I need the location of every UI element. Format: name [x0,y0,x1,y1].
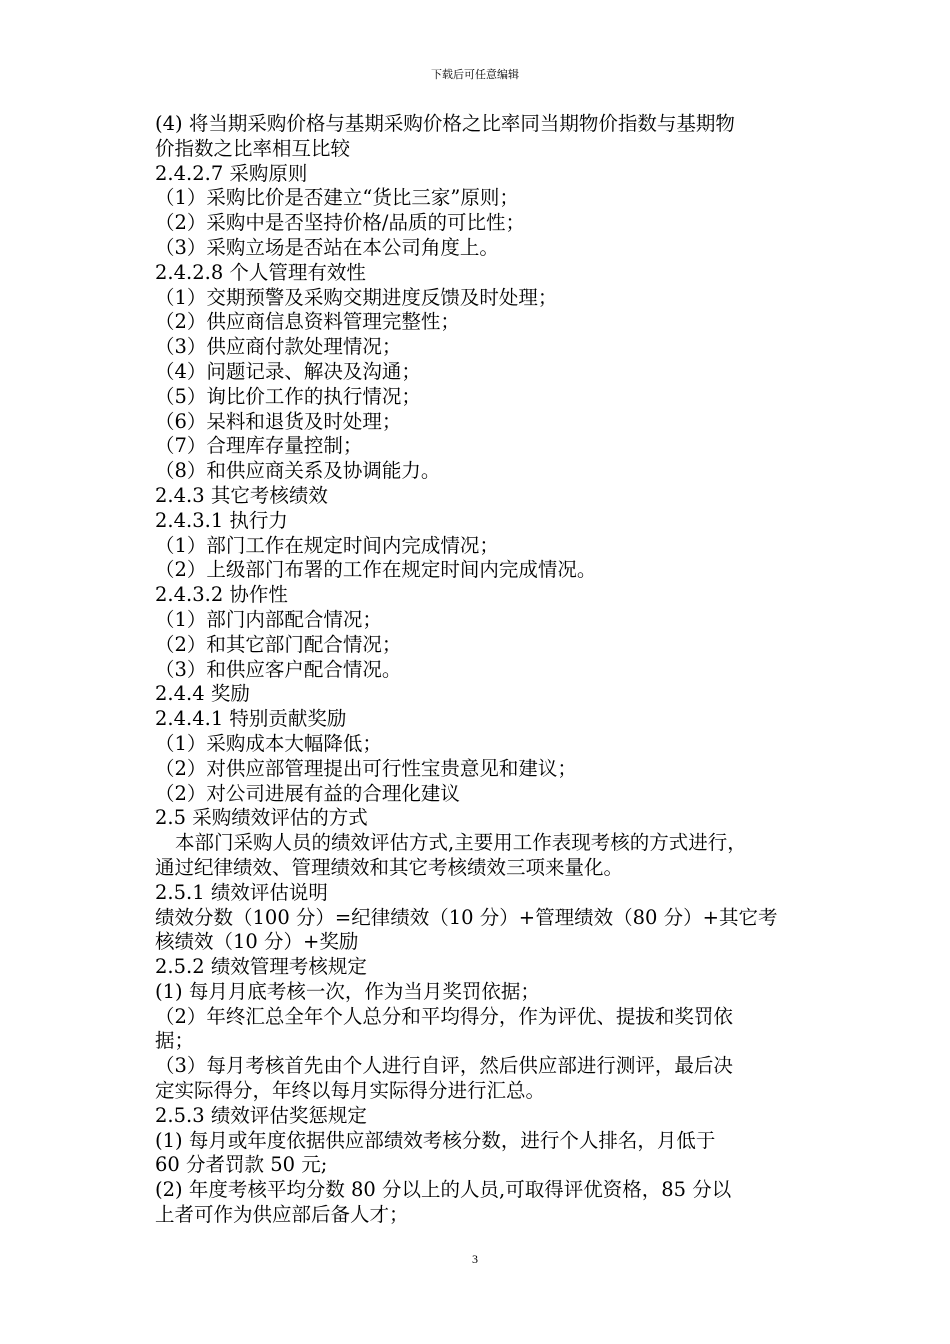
list-item: （1）部门内部配合情况； [155,607,382,631]
section-heading: 2.4.3.1 执行力 [155,508,288,532]
section-heading: 2.4.3 其它考核绩效 [155,483,328,507]
list-item: （3）和供应客户配合情况。 [155,657,402,681]
list-item: （8）和供应商关系及协调能力。 [155,459,441,483]
list-item: 60 分者罚款 50 元; [155,1153,328,1177]
list-item: (1) 每月月底考核一次，作为当月奖罚依据； [155,979,540,1003]
section-heading: 2.5.1 绩效评估说明 [155,880,328,904]
list-item: 上者可作为供应部后备人才； [155,1203,409,1227]
list-item: (2) 年度考核平均分数 80 分以上的人员,可取得评优资格，85 分以 [155,1178,732,1202]
list-item: （3）采购立场是否站在本公司角度上。 [155,235,499,259]
list-item: （7）合理库存量控制； [155,434,363,458]
body-text [155,112,835,1228]
list-item: （2）供应商信息资料管理完整性； [155,310,460,334]
list-item: 定实际得分，年终以每月实际得分进行汇总。 [155,1079,546,1103]
list-item: （4）问题记录、解决及沟通； [155,359,421,383]
section-heading: 2.4.2.7 采购原则 [155,161,308,185]
list-item: （2）对公司进展有益的合理化建议 [155,781,460,805]
list-item: （1）部门工作在规定时间内完成情况； [155,533,499,557]
list-item: （1）采购比价是否建立“货比三家”原则； [155,186,519,210]
list-item: （2）对供应部管理提出可行性宝贵意见和建议； [155,756,577,780]
paragraph-line: 本部门采购人员的绩效评估方式,主要用工作表现考核的方式进行， [175,831,747,855]
list-item: （2）采购中是否坚持价格/品质的可比性； [155,211,525,235]
section-heading: 2.5.3 绩效评估奖惩规定 [155,1103,367,1127]
list-item: （1）交期预警及采购交期进度反馈及时处理； [155,285,558,309]
paragraph-line: 通过纪律绩效、管理绩效和其它考核绩效三项来量化。 [155,855,624,879]
list-item: （2）和其它部门配合情况； [155,632,402,656]
list-item: （2）年终汇总全年个人总分和平均得分，作为评优、提拔和奖罚依 [155,1004,733,1028]
section-heading: 2.5 采购绩效评估的方式 [155,806,368,830]
list-item: （2）上级部门布署的工作在规定时间内完成情况。 [155,558,597,582]
text-line: (4) 将当期采购价格与基期采购价格之比率同当期物价指数与基期物 [155,112,735,135]
section-heading: 2.4.4 奖励 [155,682,250,706]
page-number: 3 [472,1252,478,1266]
section-heading: 2.4.4.1 特别贡献奖励 [155,707,347,731]
section-heading: 2.4.3.2 协作性 [155,583,288,607]
list-item: （3）每月考核首先由个人进行自评，然后供应部进行测评，最后决 [155,1054,733,1078]
page-header: 下载后可任意编辑 [431,68,519,81]
list-item: （6）呆料和退货及时处理； [155,409,402,433]
section-heading: 2.5.2 绩效管理考核规定 [155,955,367,979]
paragraph-line: 核绩效（10 分）+奖励 [155,930,359,954]
paragraph-line: 绩效分数（100 分）=纪律绩效（10 分）+管理绩效（80 分）+其它考 [155,905,778,929]
list-item: （5）询比价工作的执行情况； [155,384,421,408]
list-item: （3）供应商付款处理情况； [155,335,402,359]
text-line: 价指数之比率相互比较 [155,136,351,160]
list-item: （1）采购成本大幅降低； [155,731,382,755]
section-heading: 2.4.2.8 个人管理有效性 [155,260,366,284]
list-item: 据； [155,1029,195,1053]
list-item: (1) 每月或年度依据供应部绩效考核分数，进行个人排名，月低于 [155,1128,716,1152]
